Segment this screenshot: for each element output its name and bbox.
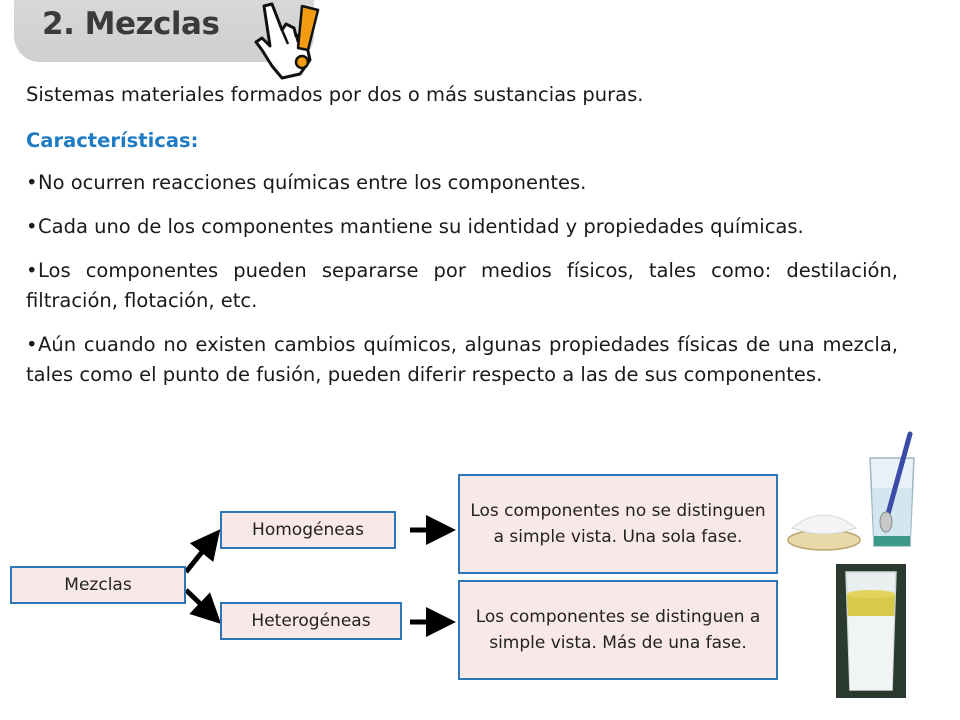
bullet-item: •Los componentes pueden separarse por medios físicos, tales como: destilación, filtración, flotación, etc.	[26, 256, 898, 316]
content-body	[26, 80, 898, 404]
pointing-hand-warning-icon	[252, 0, 332, 84]
bullet-item: •Cada uno de los componentes mantiene su identidad y propiedades químicas.	[26, 212, 898, 242]
heterogeneous-box: Heterogéneas	[220, 602, 402, 640]
bullet-dot-icon: •	[26, 171, 38, 194]
bullet-dot-icon: •	[26, 333, 38, 356]
bullet-item: •No ocurren reacciones químicas entre los componentes.	[26, 168, 898, 198]
bullet-dot-icon: •	[26, 259, 38, 282]
homogeneous-mixture-photo	[784, 428, 924, 558]
characteristics-heading: Características:	[26, 129, 199, 152]
page-title: 2. Mezclas	[42, 6, 220, 42]
intro-text: Sistemas materiales formados por dos o más sustancias puras.	[26, 83, 644, 106]
arrow-to-homogeneous	[186, 537, 214, 572]
heterogeneous-description-box: Los componentes se distinguen a simple vista. Más de una fase.	[458, 580, 778, 680]
bullet-item: •Aún cuando no existen cambios químicos, algunas propiedades físicas de una mezcla, tales como el punto de fusión, pueden diferir respecto a las de sus componentes.	[26, 330, 898, 390]
homogeneous-description-box: Los componentes no se distinguen a simple vista. Una sola fase.	[458, 474, 778, 574]
mezclas-box: Mezclas	[10, 566, 186, 604]
arrow-to-heterogeneous	[186, 590, 214, 617]
homogeneous-box: Homogéneas	[220, 511, 396, 549]
heterogeneous-mixture-photo	[836, 564, 906, 698]
bullet-dot-icon: •	[26, 215, 38, 238]
